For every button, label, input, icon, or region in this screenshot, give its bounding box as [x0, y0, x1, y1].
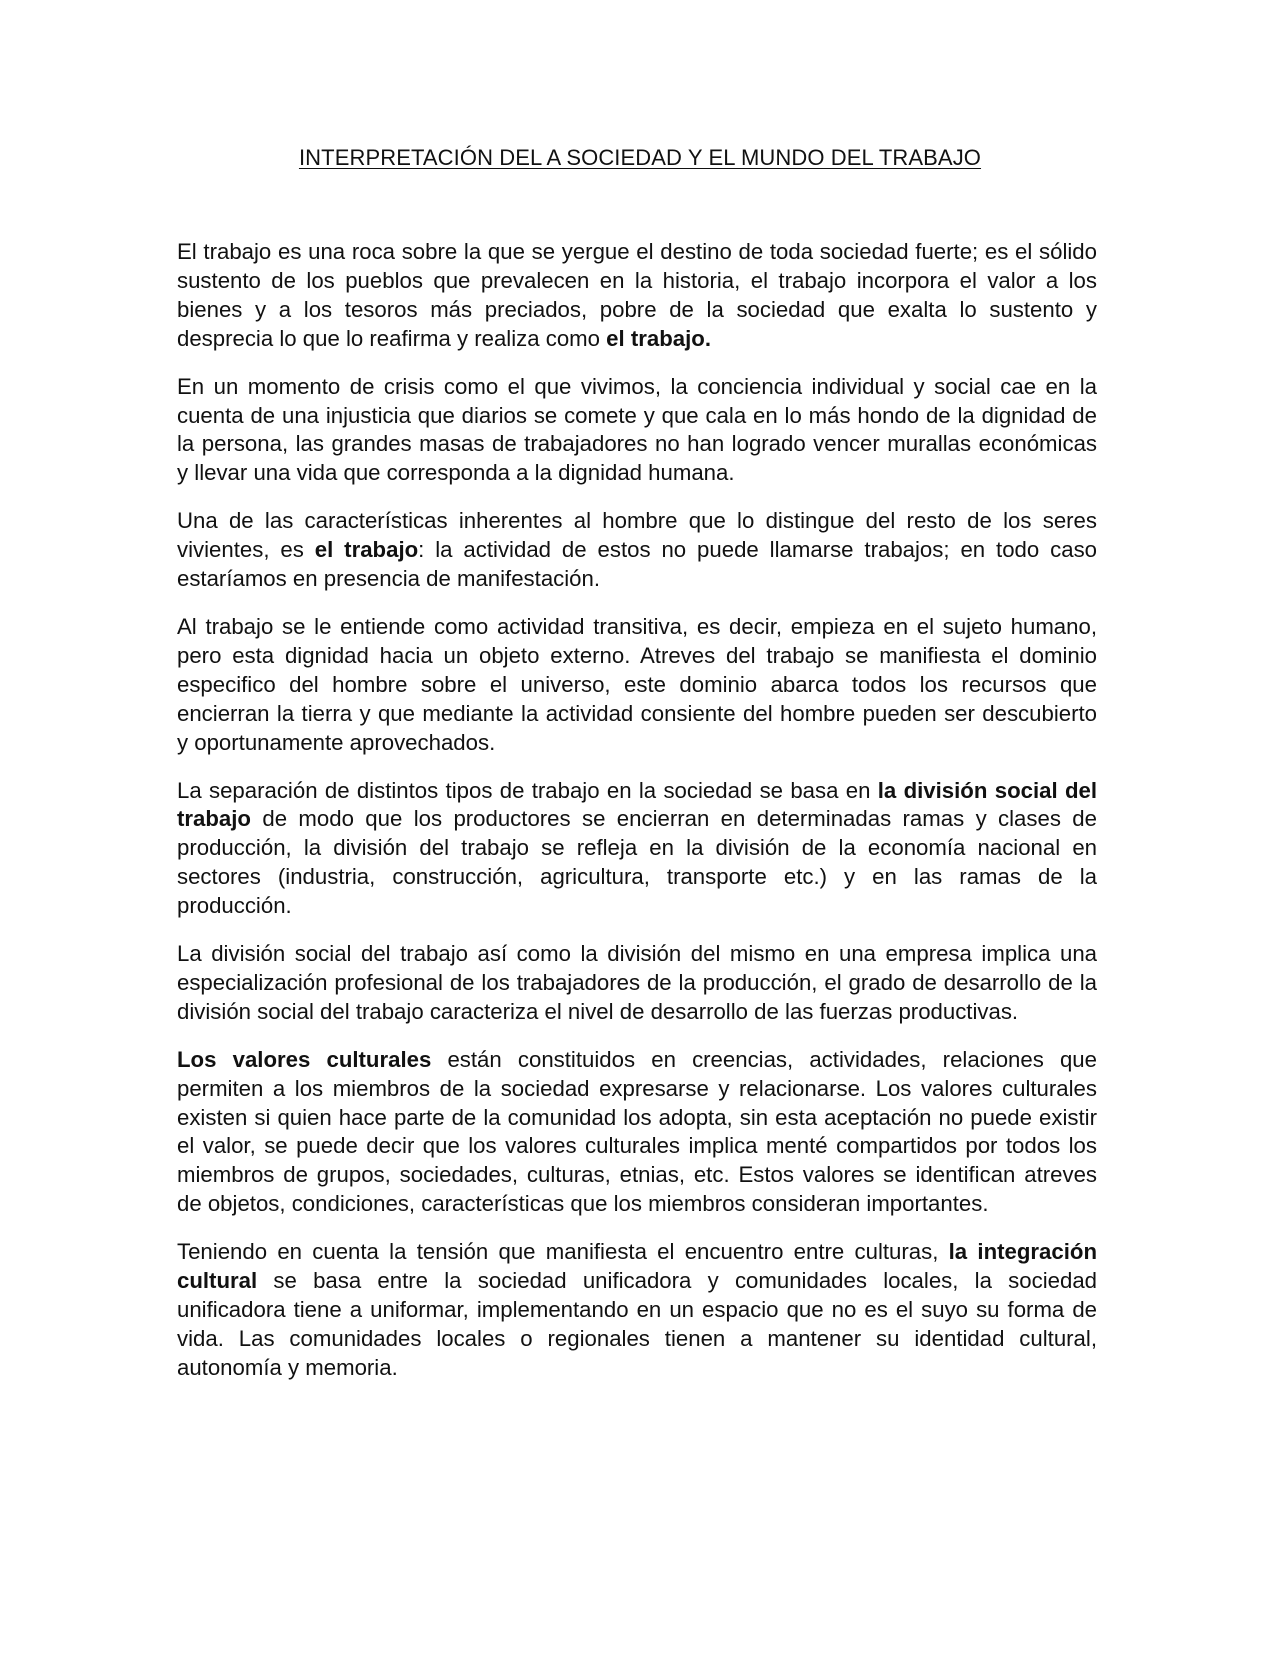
paragraph-1 [177, 238, 1097, 354]
paragraph-text: Al trabajo se le entiende como actividad transitiva, es decir, empieza en el sujeto humano, pero esta dignidad hacia un objeto externo. Atreves del trabajo se manifiesta el dominio especifico del hombre sobre el universo, este dominio abarca todos los recursos que encierran la tierra y que mediante la actividad consiente del hombre pueden ser descubierto y oportunamente aprovechados. [177, 613, 1097, 755]
paragraph-text: Teniendo en cuenta la tensión que manifiesta el encuentro entre culturas, [177, 1239, 949, 1265]
page-title: INTERPRETACIÓN DEL A SOCIEDAD Y EL MUNDO DEL TRABAJO [298, 145, 982, 170]
paragraph-7 [177, 1046, 1097, 1219]
paragraph-6 [177, 940, 1097, 1027]
paragraph-text: Una de las características inherentes al hombre que lo distingue del resto de los seres vivientes, es [177, 508, 1097, 563]
bold-phrase-el-trabajo: el trabajo. [606, 325, 711, 351]
paragraph-8 [177, 1238, 1097, 1383]
paragraph-text: La división social del trabajo así como la división del mismo en una empresa implica una especialización profesional de los trabajadores de la producción, el grado de desarrollo de la división social del trabajo caracteriza el nivel de desarrollo de las fuerzas productivas. [177, 941, 1097, 1024]
bold-phrase-division-social: la división social del trabajo [177, 777, 1098, 832]
bold-phrase-el-trabajo: el trabajo [314, 537, 419, 563]
paragraph-3 [177, 507, 1097, 594]
paragraph-4 [177, 613, 1097, 758]
bold-phrase-integracion-cultural: la integración cultural [177, 1239, 1097, 1294]
paragraph-text: de modo que los productores se encierran en determinadas ramas y clases de producción, la división del trabajo se refleja en la división de la economía nacional en sectores (industria, construcción, agricultura, transporte etc.) y en las ramas de la producción. [177, 806, 1097, 919]
paragraph-text: El trabajo es una roca sobre la que se yergue el destino de toda sociedad fuerte; es el sólido sustento de los pueblos que prevalecen en la historia, el trabajo incorpora el valor a los bienes y a los tesoros más preciados, pobre de la sociedad que exalta lo sustento y desprecia lo que lo reafirma y realiza como [177, 239, 1097, 351]
paragraph-text: están constituidos en creencias, actividades, relaciones que permiten a los miembros de la sociedad expresarse y relacionarse. Los valores culturales existen si quien hace parte de la comunidad los adopta, sin esta aceptación no puede existir el valor, se puede decir que los valores culturales implica menté compartidos por todos los miembros de grupos, sociedades, culturas, etnias, etc. Estos valores se identifican atreves de objetos, condiciones, características que los miembros consideran importantes. [177, 1046, 1097, 1217]
bold-phrase-valores-culturales: Los valores culturales [177, 1046, 432, 1072]
paragraph-text: : la actividad de estos no puede llamarse trabajos; en todo caso estaríamos en presencia de manifestación. [177, 537, 1098, 592]
paragraph-text: se basa entre la sociedad unificadora y comunidades locales, la sociedad unificadora tiene a uniformar, implementando en un espacio que no es el suyo su forma de vida. Las comunidades locales o regionales tienen a mantener su identidad cultural, autonomía y memoria. [177, 1268, 1097, 1380]
paragraph-5 [177, 777, 1097, 922]
paragraph-text: La separación de distintos tipos de trabajo en la sociedad se basa en [177, 777, 878, 803]
paragraph-text: En un momento de crisis como el que vivimos, la conciencia individual y social cae en la cuenta de una injusticia que diarios se comete y que cala en lo más hondo de la dignidad de la persona, las grandes masas de trabajadores no han logrado vencer murallas económicas y llevar una vida que corresponda a la dignidad humana. [177, 373, 1097, 486]
document-body [177, 238, 1097, 1402]
paragraph-2 [177, 373, 1097, 489]
